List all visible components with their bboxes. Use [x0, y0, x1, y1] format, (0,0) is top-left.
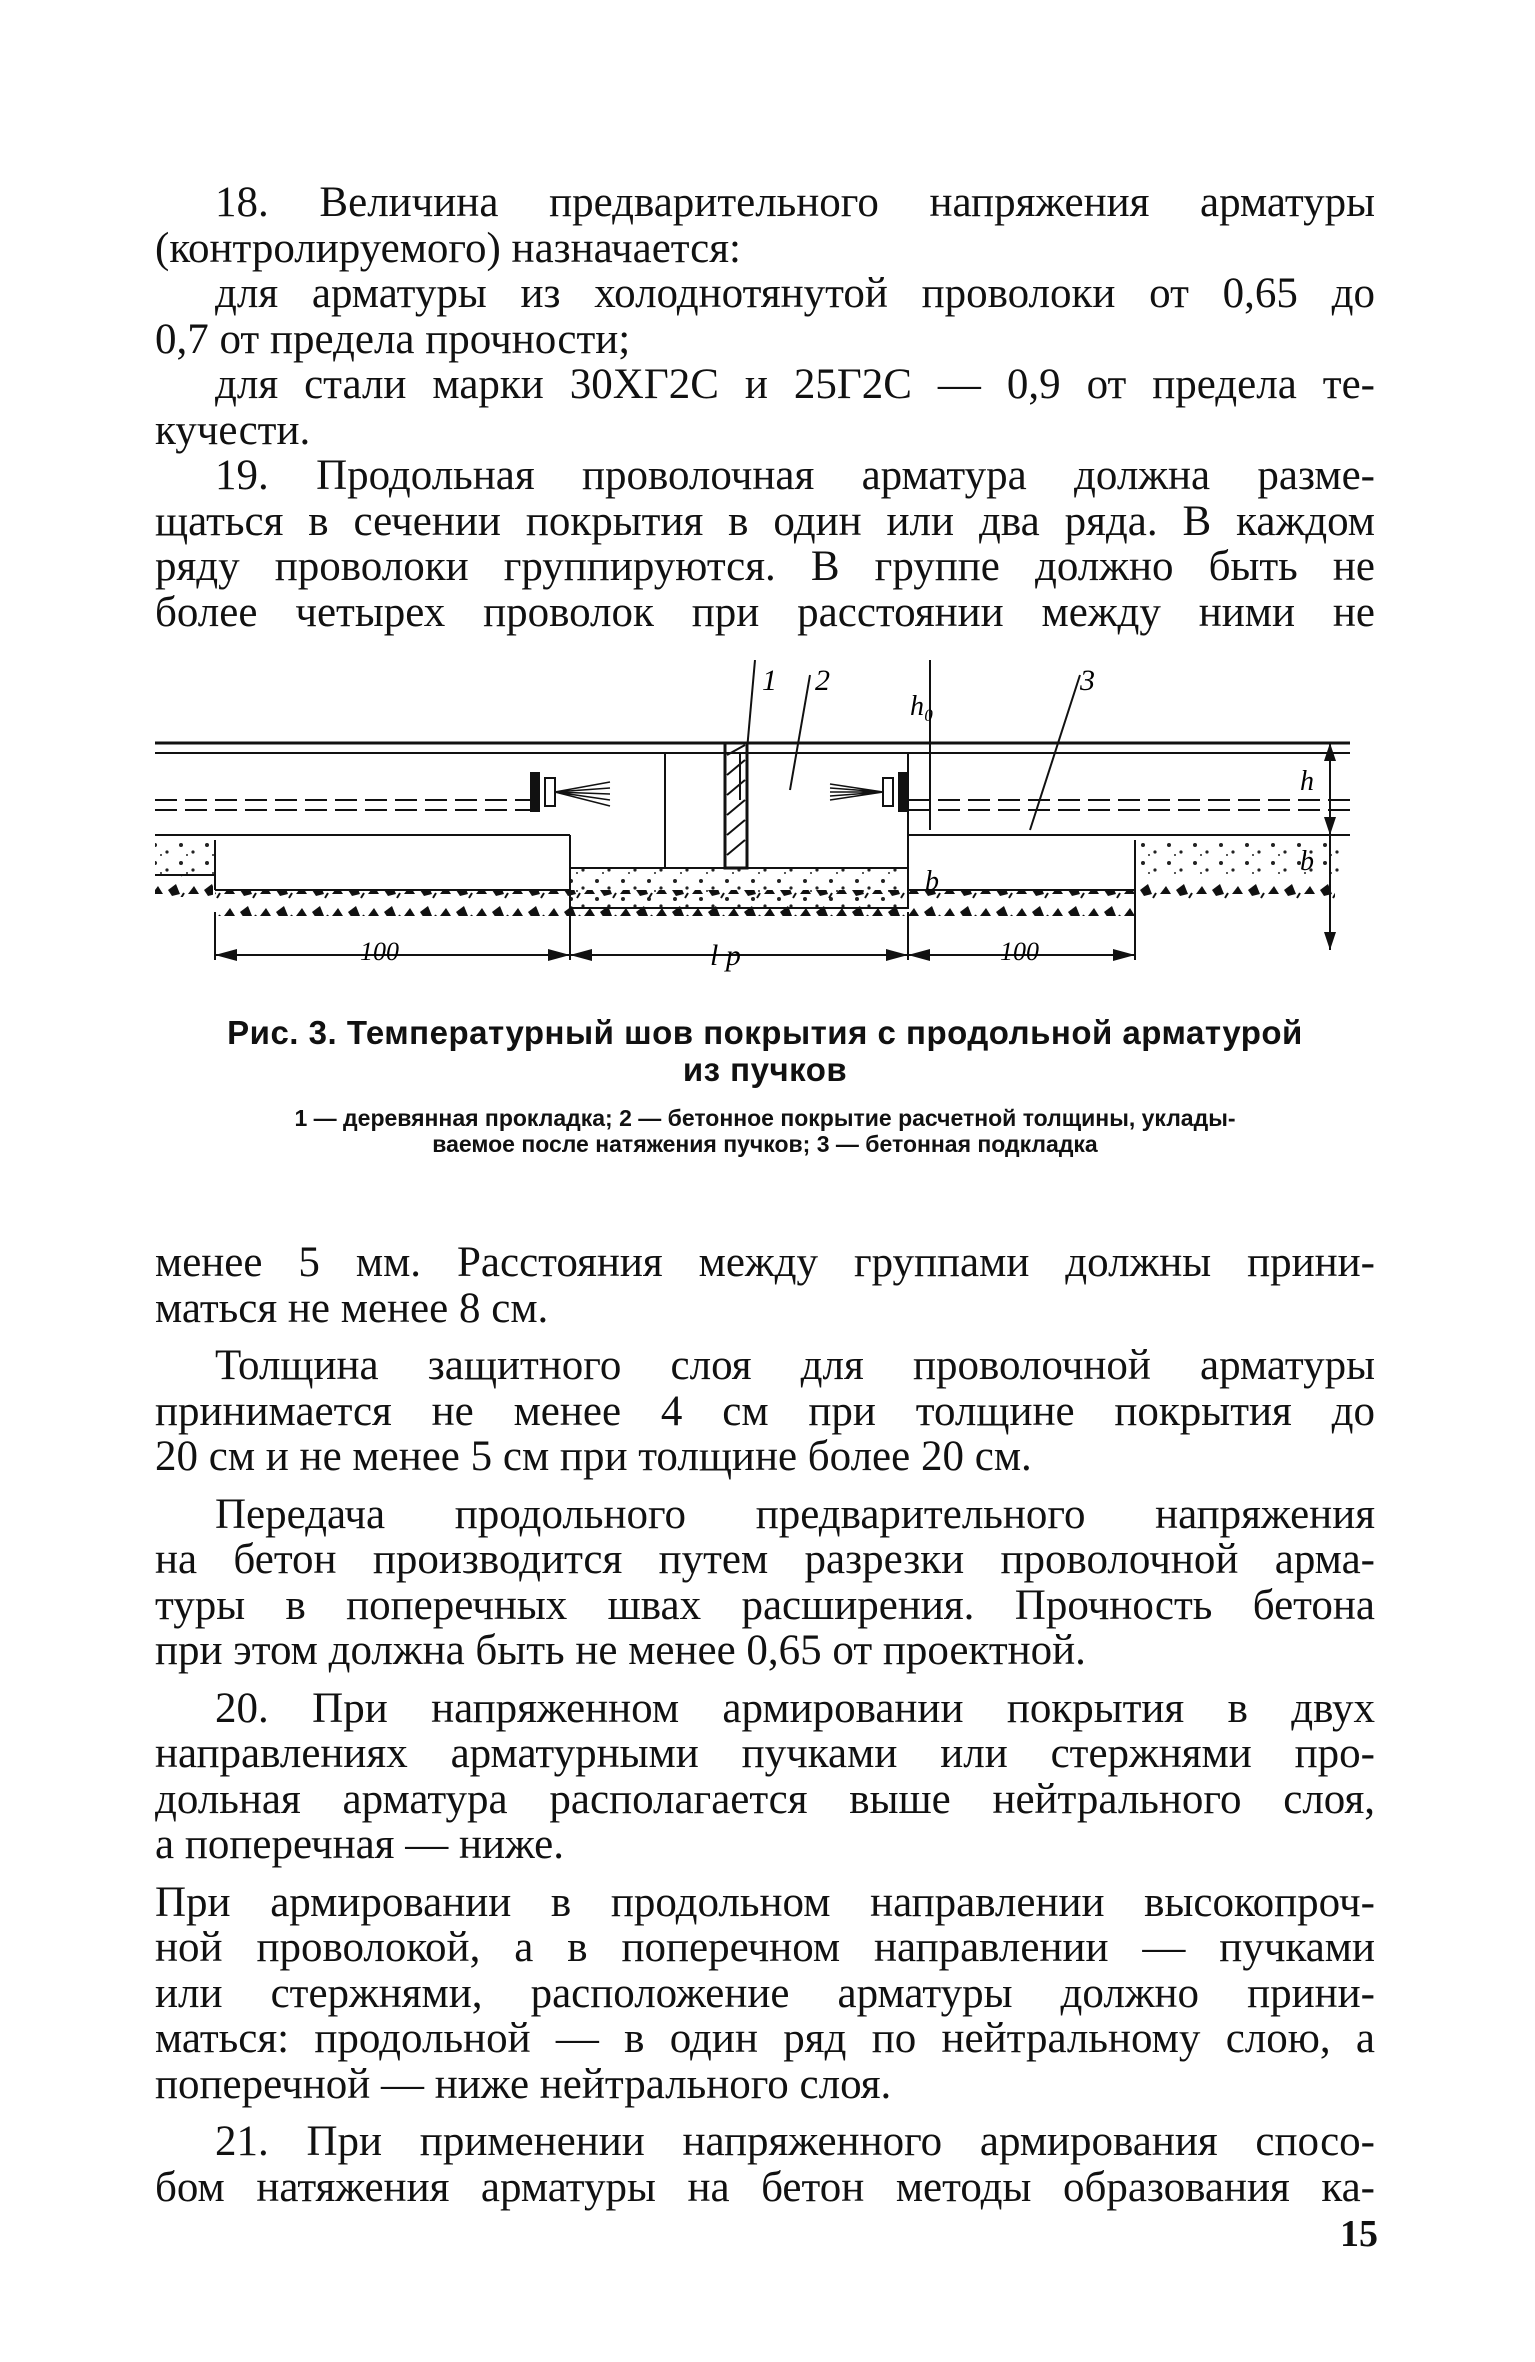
text-line: для стали марки 30ХГ2С и 25Г2С — 0,9 от предела те- — [215, 361, 1375, 408]
label-2: 2 — [815, 664, 830, 697]
top-text-block — [155, 180, 1375, 635]
dimension-lines — [215, 912, 1135, 961]
label-h: h — [1300, 766, 1314, 797]
caption-line: Рис. 3. Температурный шов покрытия с продольной арматурой — [227, 1014, 1303, 1051]
text-line: 20 см и не менее 5 см при толщине более 20 см. — [155, 1433, 1032, 1480]
text-line: бом натяжения арматуры на бетон методы образования ка- — [155, 2163, 1375, 2211]
text-line: а поперечная — ниже. — [155, 1821, 564, 1868]
text-line: При армировании в продольном направлении высокопроч- — [155, 1878, 1375, 1926]
label-b-right: b — [1300, 846, 1314, 877]
text-line: Передача продольного предварительного напряжения — [215, 1490, 1375, 1538]
figure-caption — [155, 1014, 1375, 1088]
label-h0: h₀ — [910, 691, 934, 722]
label-1: 1 — [762, 664, 777, 697]
text-line: для арматуры из холоднотянутой проволоки от 0,65 до — [215, 270, 1375, 317]
text-line: 19. Продольная проволочная арматура должна разме- — [215, 452, 1375, 499]
text-line: щаться в сечении покрытия в один или два ряда. В каждом — [155, 497, 1375, 545]
legend-line: 1 — деревянная прокладка; 2 — бетонное покрытие расчетной толщины, уклады- — [294, 1105, 1236, 1131]
text-line: на бетон производится путем разрезки проволочной арма- — [155, 1536, 1375, 1583]
label-3: 3 — [1080, 664, 1095, 697]
label-b-left: b — [925, 866, 939, 897]
text-line: принимается не менее 4 см при толщине покрытия до — [155, 1387, 1375, 1435]
text-line: менее 5 мм. Расстояния между группами должны прини- — [155, 1239, 1375, 1286]
text-line: дольная арматура располагается выше нейтрального слоя, — [155, 1775, 1375, 1823]
text-line: Толщина защитного слоя для проволочной арматуры — [215, 1342, 1375, 1389]
text-line: кучести. — [155, 406, 311, 454]
text-line: при этом должна быть не менее 0,65 от проектной. — [155, 1627, 1086, 1674]
text-line: 18. Величина предварительного напряжения арматуры — [215, 179, 1375, 226]
text-line: 21. При применении напряженного армирования спосо- — [215, 2118, 1375, 2165]
text-line: поперечной — ниже нейтрального слоя. — [155, 2060, 892, 2108]
text-line: туры в поперечных швах расширения. Прочность бетона — [155, 1581, 1375, 1629]
legend-line: ваемое после натяжения пучков; 3 — бетонная подкладка — [432, 1131, 1098, 1157]
text-line: маться не менее 8 см. — [155, 1284, 549, 1332]
label-dim-center: l p — [710, 939, 741, 972]
label-dim-left: 100 — [360, 937, 399, 966]
page-number: 15 — [1340, 2213, 1378, 2255]
joint-section-figure — [150, 660, 1370, 1000]
caption-line: из пучков — [682, 1051, 848, 1088]
figure-legend — [155, 1105, 1375, 1157]
text-line: ряду проволоки группируются. В группе должно быть не — [155, 543, 1375, 590]
text-line: более четырех проволок при расстоянии между ними не — [155, 588, 1375, 636]
text-line: (контролируемого) назначается: — [155, 224, 741, 272]
text-line: 20. При напряженном армировании покрытия в двух — [215, 1684, 1375, 1732]
text-line: 0,7 от предела прочности; — [155, 315, 631, 363]
text-line: ной проволокой, а в поперечном направлении — пучками — [155, 1924, 1375, 1971]
text-line: маться: продольной — в один ряд по нейтральному слою, а — [155, 2015, 1375, 2062]
text-line: направлениях арматурными пучками или стержнями про- — [155, 1730, 1375, 1777]
label-dim-right: 100 — [1000, 937, 1039, 966]
bottom-text-block — [155, 1240, 1375, 2210]
text-line: или стержнями, расположение арматуры должно прини- — [155, 1969, 1375, 2017]
